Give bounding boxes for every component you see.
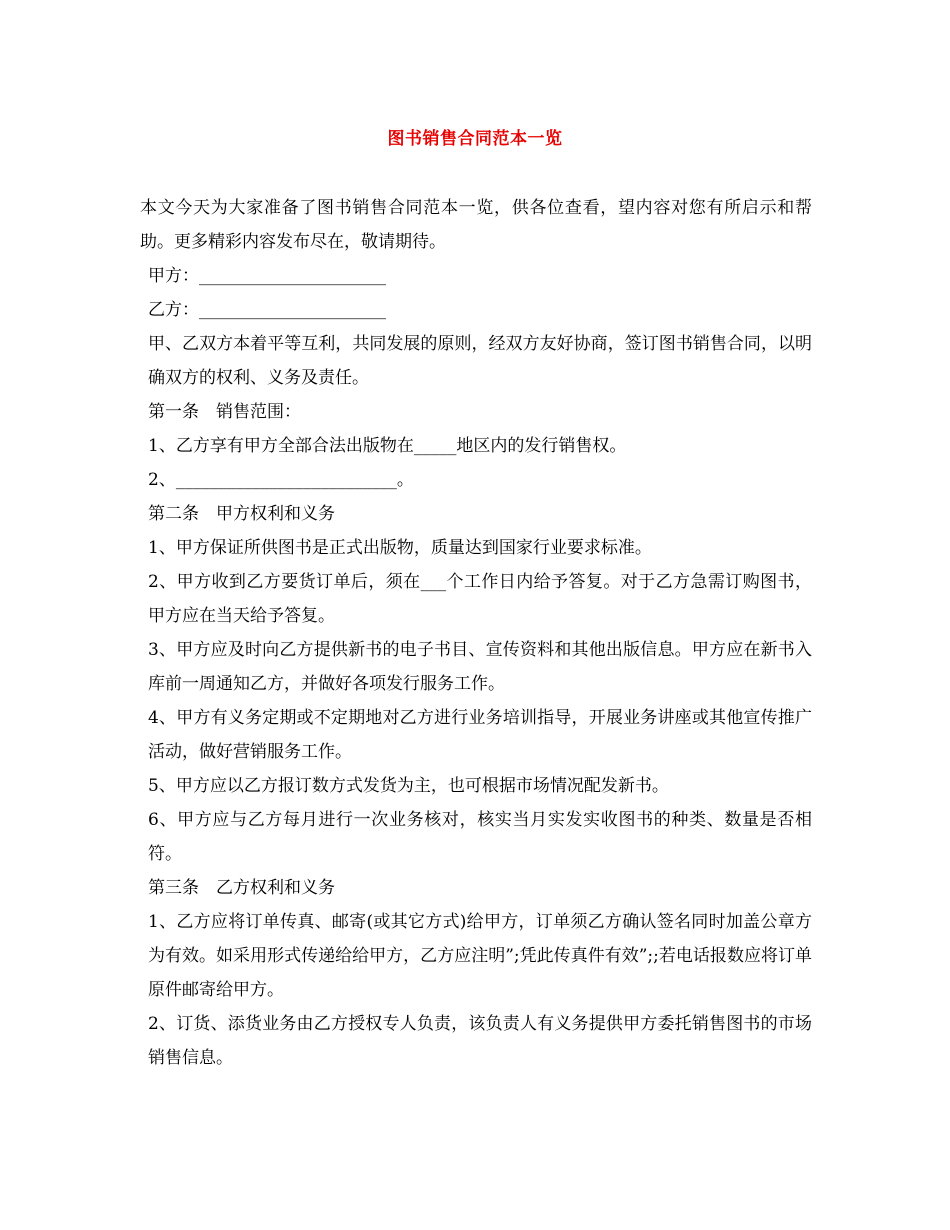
article-2-clause-5: 5、甲方应以乙方报订数方式发货为主，也可根据市场情况配发新书。: [148, 776, 669, 796]
article-2-clause-1: 1、甲方保证所供图书是正式出版物，质量达到国家行业要求标准。: [148, 538, 652, 558]
article-1-clause-1: 1、乙方享有甲方全部合法出版物在_____地区内的发行销售权。: [148, 436, 627, 456]
article-2-clause-6: 6、甲方应与乙方每月进行一次业务核对，核实当月实发实收图书的种类、数量是否相符。: [148, 810, 812, 864]
party-a-line: 甲方：______________________: [148, 266, 386, 286]
document-body: [140, 191, 812, 1075]
document-title: 图书销售合同范本一览: [387, 129, 563, 149]
article-2-clause-2: 2、甲方收到乙方要货订单后，须在___个工作日内给予答复。对于乙方急需订购图书，甲方应在当天给予答复。: [148, 572, 812, 626]
article-3-heading: 第三条 乙方权利和义务: [148, 878, 335, 898]
article-1-heading: 第一条 销售范围：: [148, 402, 301, 422]
article-2-clause-4: 4、甲方有义务定期或不定期地对乙方进行业务培训指导，开展业务讲座或其他宣传推广活动，做好营销服务工作。: [148, 708, 812, 762]
intro-paragraph: 本文今天为大家准备了图书销售合同范本一览，供各位查看，望内容对您有所启示和帮助。更多精彩内容发布尽在，敬请期待。: [140, 198, 812, 252]
article-1-clause-2: 2、__________________________。: [148, 470, 414, 490]
article-3-clause-2: 2、订货、添货业务由乙方授权专人负责，该负责人有义务提供甲方委托销售图书的市场销售信息。: [148, 1014, 812, 1068]
article-3-clause-1: 1、乙方应将订单传真、邮寄(或其它方式)给甲方，订单须乙方确认签名同时加盖公章方为有效。如采用形式传递给给甲方，乙方应注明”;凭此传真件有效”;;若电话报数应将订单原件邮寄给甲方。: [148, 912, 812, 1000]
article-2-clause-3: 3、甲方应及时向乙方提供新书的电子书目、宣传资料和其他出版信息。甲方应在新书入库前一周通知乙方，并做好各项发行服务工作。: [148, 640, 812, 694]
party-b-line: 乙方：______________________: [148, 300, 386, 320]
article-2-heading: 第二条 甲方权利和义务: [148, 504, 335, 524]
preamble-paragraph: 甲、乙双方本着平等互利，共同发展的原则，经双方友好协商，签订图书销售合同，以明确双方的权利、义务及责任。: [148, 334, 812, 388]
